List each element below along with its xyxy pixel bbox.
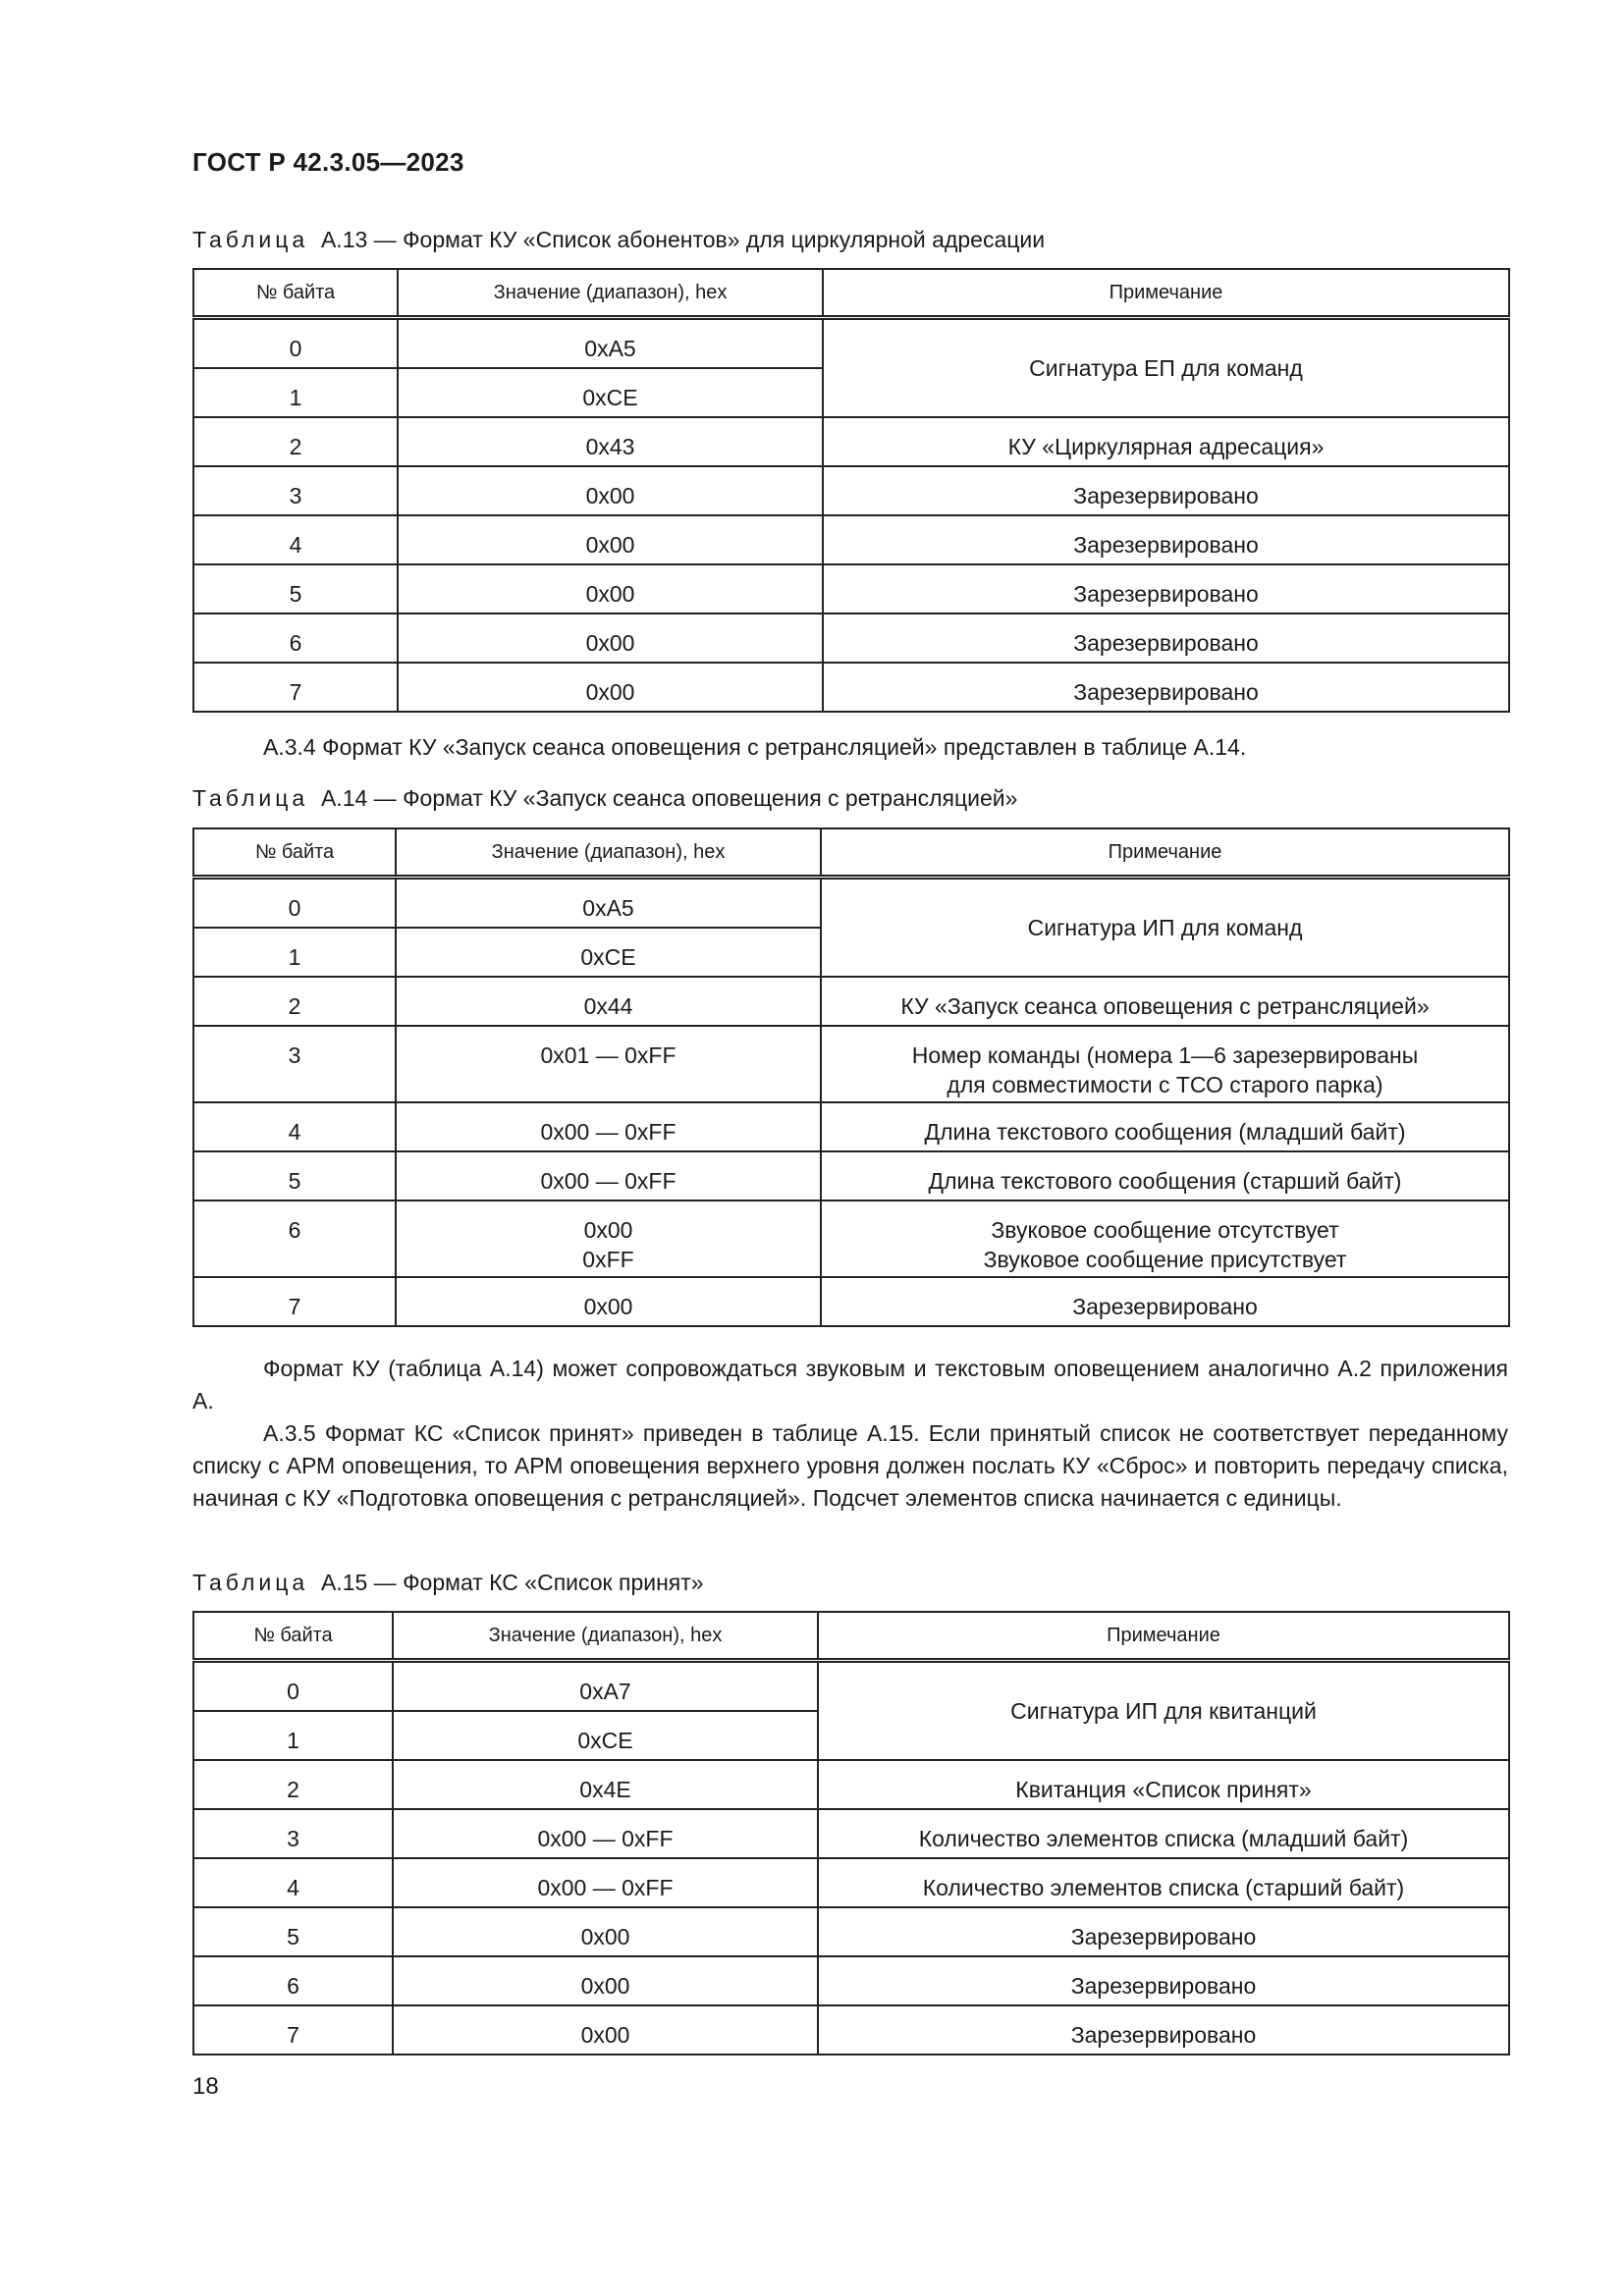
value-cell: 0x44	[396, 977, 821, 1026]
value-cell: 0x00	[393, 1956, 818, 2005]
table-a13	[192, 268, 1510, 713]
byte-cell: 5	[193, 1151, 396, 1201]
byte-cell: 6	[193, 1956, 393, 2005]
value-cell: 0x00	[398, 515, 823, 564]
note-line: Номер команды (номера 1—6 зарезервированы	[911, 1042, 1419, 1068]
note-cell	[821, 1201, 1509, 1277]
table-a14	[192, 828, 1510, 1327]
note-cell: Зарезервировано	[818, 1956, 1509, 2005]
value-cell: 0x00	[396, 1277, 821, 1326]
note-cell: Зарезервировано	[823, 663, 1509, 712]
table-row	[193, 1151, 1509, 1201]
note-cell: Количество элементов списка (младший байт)	[818, 1809, 1509, 1858]
caption-prefix: Таблица	[192, 1570, 309, 1595]
byte-cell: 3	[193, 1809, 393, 1858]
value-cell	[396, 1201, 821, 1277]
note-cell: Длина текстового сообщения (старший байт)	[821, 1151, 1509, 1201]
table-row	[193, 1760, 1509, 1809]
table-header-row	[193, 1612, 1509, 1661]
col-header-byte: № байта	[193, 828, 396, 878]
value-cell: 0x00	[393, 2005, 818, 2055]
value-cell: 0xA5	[398, 318, 823, 369]
note-cell: Зарезервировано	[823, 564, 1509, 614]
table-row	[193, 878, 1509, 929]
value-cell: 0xCE	[393, 1711, 818, 1760]
table-row	[193, 318, 1509, 369]
value-cell: 0x00	[398, 564, 823, 614]
note-cell: КУ «Циркулярная адресация»	[823, 417, 1509, 466]
byte-cell: 1	[193, 928, 396, 977]
note-cell: КУ «Запуск сеанса оповещения с ретрансляцией»	[821, 977, 1509, 1026]
byte-cell: 0	[193, 318, 398, 369]
value-cell: 0x00	[398, 663, 823, 712]
byte-cell: 3	[193, 466, 398, 515]
table-row	[193, 1277, 1509, 1326]
document-code: ГОСТ Р 42.3.05—2023	[192, 147, 464, 177]
table-row	[193, 1907, 1509, 1956]
table-a13-caption	[192, 227, 1045, 253]
value-line: 0xFF	[582, 1247, 634, 1272]
table-header-row	[193, 828, 1509, 878]
value-cell: 0xCE	[398, 368, 823, 417]
note-cell	[821, 1026, 1509, 1102]
table-a15	[192, 1611, 1510, 2056]
table-header-row	[193, 269, 1509, 318]
value-cell: 0x00	[393, 1907, 818, 1956]
table-row	[193, 2005, 1509, 2055]
byte-cell: 5	[193, 564, 398, 614]
table-row	[193, 1661, 1509, 1712]
value-line: 0x00	[583, 1217, 633, 1243]
note-cell: Зарезервировано	[823, 515, 1509, 564]
col-header-byte: № байта	[193, 269, 398, 318]
byte-cell: 5	[193, 1907, 393, 1956]
caption-prefix: Таблица	[192, 227, 309, 252]
table-row	[193, 1201, 1509, 1277]
byte-cell: 6	[193, 1201, 396, 1277]
table-row	[193, 466, 1509, 515]
paragraph-format	[192, 1353, 1508, 1417]
value-cell: 0x00	[398, 466, 823, 515]
byte-cell: 7	[193, 663, 398, 712]
table-row	[193, 1026, 1509, 1102]
caption-text: А.13 — Формат КУ «Список абонентов» для циркулярной адресации	[320, 227, 1046, 252]
col-header-note: Примечание	[818, 1612, 1509, 1661]
value-cell: 0xA7	[393, 1661, 818, 1712]
col-header-value: Значение (диапазон), hex	[396, 828, 821, 878]
table-row	[193, 515, 1509, 564]
byte-cell: 7	[193, 1277, 396, 1326]
note-line: Звуковое сообщение отсутствует	[991, 1217, 1339, 1243]
paragraph-a35	[192, 1417, 1508, 1515]
col-header-value: Значение (диапазон), hex	[393, 1612, 818, 1661]
byte-cell: 3	[193, 1026, 396, 1102]
byte-cell: 6	[193, 614, 398, 663]
byte-cell: 4	[193, 515, 398, 564]
col-header-value: Значение (диапазон), hex	[398, 269, 823, 318]
value-cell: 0xA5	[396, 878, 821, 929]
note-cell: Зарезервировано	[823, 466, 1509, 515]
value-cell: 0x00	[398, 614, 823, 663]
value-cell: 0x00 — 0xFF	[396, 1102, 821, 1151]
paragraph-a34-text: А.3.4 Формат КУ «Запуск сеанса оповещения с ретрансляцией» представлен в таблице А.14.	[263, 734, 1247, 760]
table-row	[193, 977, 1509, 1026]
note-cell: Сигнатура ЕП для команд	[823, 318, 1509, 418]
byte-cell: 0	[193, 878, 396, 929]
byte-cell: 1	[193, 368, 398, 417]
note-cell: Длина текстового сообщения (младший байт)	[821, 1102, 1509, 1151]
caption-text: А.15 — Формат КС «Список принят»	[320, 1570, 704, 1595]
table-row	[193, 1102, 1509, 1151]
table-row	[193, 417, 1509, 466]
note-cell: Сигнатура ИП для квитанций	[818, 1661, 1509, 1761]
value-cell: 0x01 — 0xFF	[396, 1026, 821, 1102]
col-header-note: Примечание	[823, 269, 1509, 318]
value-cell: 0x43	[398, 417, 823, 466]
table-row	[193, 614, 1509, 663]
note-cell: Зарезервировано	[821, 1277, 1509, 1326]
note-line: для совместимости с ТСО старого парка)	[947, 1072, 1383, 1097]
table-row	[193, 564, 1509, 614]
value-cell: 0x00 — 0xFF	[396, 1151, 821, 1201]
byte-cell: 4	[193, 1858, 393, 1907]
note-line: Звуковое сообщение присутствует	[983, 1247, 1347, 1272]
table-row	[193, 1956, 1509, 2005]
col-header-byte: № байта	[193, 1612, 393, 1661]
byte-cell: 2	[193, 1760, 393, 1809]
note-cell: Зарезервировано	[818, 2005, 1509, 2055]
value-cell: 0xCE	[396, 928, 821, 977]
note-cell: Сигнатура ИП для команд	[821, 878, 1509, 978]
table-row	[193, 1809, 1509, 1858]
paragraph-a34	[192, 731, 1508, 764]
caption-prefix: Таблица	[192, 785, 309, 811]
table-a14-caption	[192, 785, 1017, 812]
note-cell: Зарезервировано	[823, 614, 1509, 663]
table-a15-caption	[192, 1570, 704, 1596]
page-number: 18	[192, 2073, 219, 2100]
note-cell: Квитанция «Список принят»	[818, 1760, 1509, 1809]
byte-cell: 7	[193, 2005, 393, 2055]
caption-text: А.14 — Формат КУ «Запуск сеанса оповещения с ретрансляцией»	[320, 785, 1018, 811]
value-cell: 0x00 — 0xFF	[393, 1858, 818, 1907]
paragraph-a35-text: А.3.5 Формат КС «Список принят» приведен в таблице А.15. Если принятый список не соответствует переданному списку с АРМ оповещения, то АРМ оповещения верхнего уровня должен послать КУ «Сброс» и повторить передачу списка, начиная с КУ «Подготовка оповещения с ретрансляцией». Подсчет элементов списка начинается с единицы.	[192, 1420, 1508, 1511]
note-cell: Зарезервировано	[818, 1907, 1509, 1956]
col-header-note: Примечание	[821, 828, 1509, 878]
value-cell: 0x4E	[393, 1760, 818, 1809]
byte-cell: 2	[193, 417, 398, 466]
byte-cell: 2	[193, 977, 396, 1026]
table-row	[193, 663, 1509, 712]
byte-cell: 0	[193, 1661, 393, 1712]
paragraph-format-text: Формат КУ (таблица А.14) может сопровождаться звуковым и текстовым оповещением аналогично А.2 приложения А.	[192, 1356, 1508, 1414]
value-cell: 0x00 — 0xFF	[393, 1809, 818, 1858]
byte-cell: 4	[193, 1102, 396, 1151]
byte-cell: 1	[193, 1711, 393, 1760]
note-cell: Количество элементов списка (старший байт)	[818, 1858, 1509, 1907]
table-row	[193, 1858, 1509, 1907]
